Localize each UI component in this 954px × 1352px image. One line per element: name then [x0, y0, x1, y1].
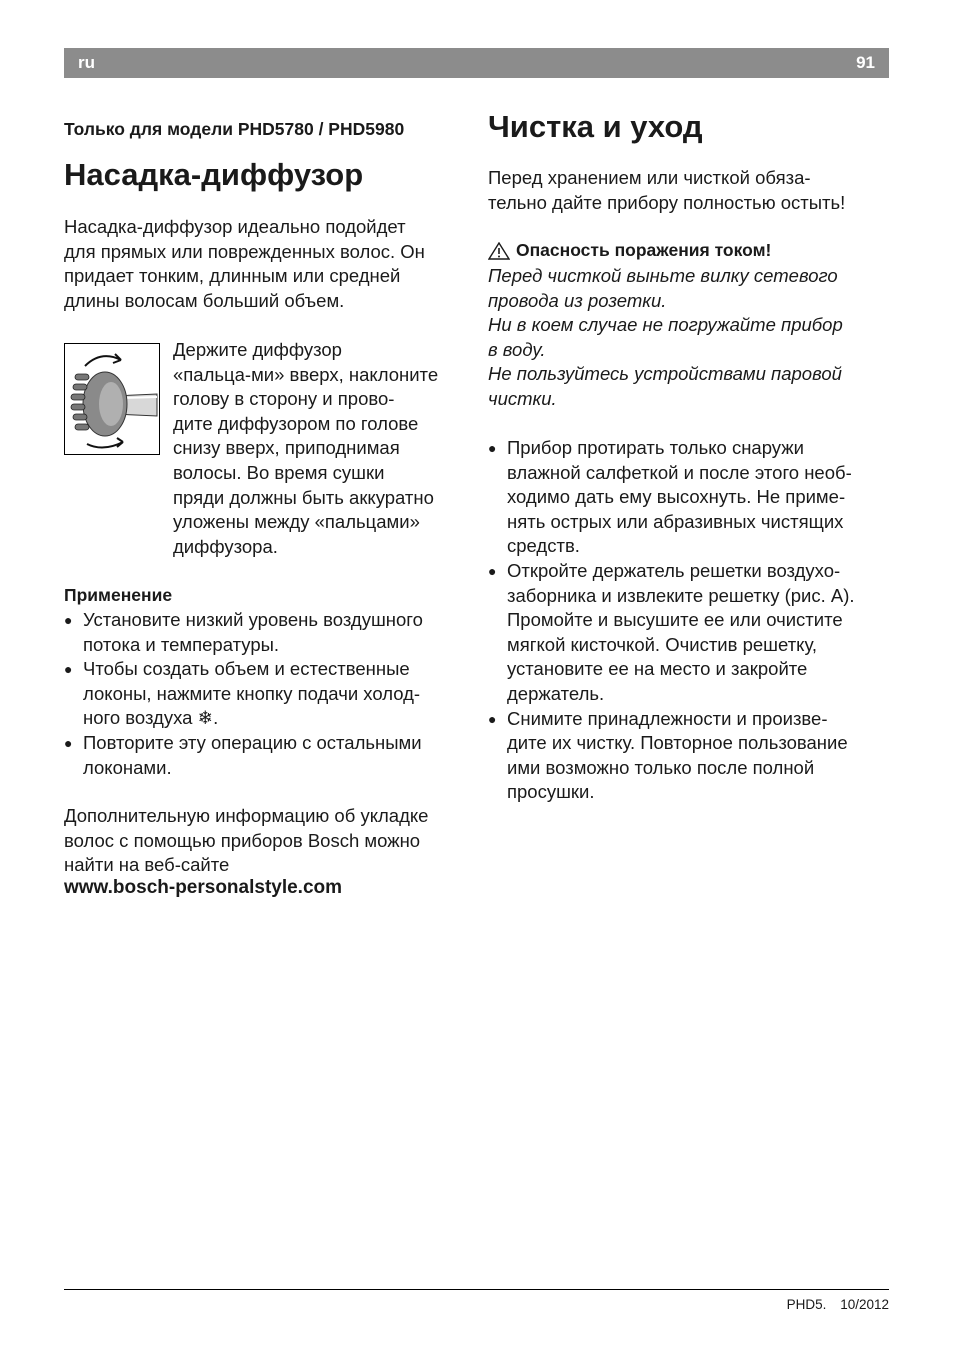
text-line: Перед чисткой выньте вилку сетевого: [488, 265, 838, 286]
model-note: Только для модели PHD5780 / PHD5980: [64, 119, 405, 139]
page-number: 91: [856, 53, 875, 72]
text-line: Ни в коем случае не погружайте прибор: [488, 314, 843, 336]
warning-triangle-icon: [488, 242, 510, 260]
text-line: Перед хранением или чисткой обяза-: [488, 167, 811, 188]
list-item: [488, 436, 893, 559]
text-line: ходимо дать ему высохнуть. Не приме-: [507, 486, 846, 508]
text-line: для прямых или поврежденных волос. Он: [64, 240, 425, 262]
text-line: Промойте и высушите ее или очистите: [507, 609, 843, 631]
more-info: [64, 804, 464, 878]
text-line: найти на веб-сайте: [64, 854, 230, 876]
text-line: волос с помощью приборов Bosch можно: [64, 829, 421, 851]
text-line: Прибор протирать только снаружи: [507, 437, 804, 458]
list-item: [64, 731, 464, 780]
text-line: придает тонким, длинным или средней: [64, 265, 401, 287]
text-line: Не пользуйтесь устройствами паровой: [488, 363, 842, 385]
text-line: средств.: [507, 535, 580, 557]
language-code: ru: [78, 53, 95, 72]
website-link[interactable]: www.bosch-personalstyle.com: [64, 877, 343, 898]
text-line: волосы. Во время сушки: [173, 461, 385, 483]
text-line: снизу вверх, приподнимая: [173, 437, 400, 459]
warning-text: [488, 264, 893, 412]
diffuser-illustration: [64, 343, 160, 455]
text-line: потока и температуры.: [83, 633, 280, 655]
section-title-cleaning: Чистка и уход: [488, 109, 703, 144]
text-line: пряди должны быть аккуратно: [173, 486, 434, 508]
list-item: [64, 657, 464, 731]
text-line: в воду.: [488, 338, 546, 360]
usage-list: [64, 608, 464, 780]
warning-heading-text: Опасность поражения током!: [516, 240, 772, 260]
text-line: заборника и извлеките решетку (рис. A).: [507, 584, 855, 606]
usage-heading: Применение: [64, 585, 173, 605]
diffuser-intro: [64, 215, 464, 313]
text-line: «пальца-ми» вверх, наклоните: [173, 363, 439, 385]
text-line: просушки.: [507, 781, 595, 803]
text-line: Дополнительную информацию об укладке: [64, 805, 429, 826]
text-line: длины волосам больший объем.: [64, 289, 345, 311]
list-item: [488, 559, 893, 707]
footer-divider: [64, 1289, 889, 1290]
section-title-diffuser: Насадка-диффузор: [64, 157, 364, 192]
bullet: ●: [488, 710, 497, 727]
warning-heading: [488, 240, 771, 261]
bullet: ●: [64, 661, 73, 678]
text-line: провода из розетки.: [488, 289, 667, 311]
text-line: ими возможно только после полной: [507, 756, 815, 778]
list-item: [64, 608, 464, 657]
text-line: Повторите эту операцию с остальными: [83, 731, 422, 753]
diffuser-instructions: [173, 338, 468, 559]
text-line: локоны, нажмите кнопку подачи холод-: [83, 682, 421, 704]
cleaning-intro: [488, 166, 893, 215]
text-line: Откройте держатель решетки воздухо-: [507, 559, 841, 581]
bullet: ●: [64, 612, 73, 628]
text-line: Держите диффузор: [173, 339, 342, 360]
bullet: ●: [64, 734, 73, 751]
cleaning-list: [488, 436, 893, 805]
page-header: [64, 48, 889, 78]
footer-date: 10/2012: [840, 1297, 889, 1312]
text-line: мягкой кисточкой. Очистив решетку,: [507, 633, 818, 655]
footer-model: PHD5.: [786, 1297, 827, 1312]
bullet: ●: [488, 562, 497, 579]
text-line: ного воздуха ❄.: [83, 707, 219, 729]
text-line: локонами.: [83, 756, 172, 778]
text-line: нять острых или абразивных чистящих: [507, 510, 844, 532]
text-line: держатель.: [507, 682, 605, 704]
text-line: дите диффузором по голове: [173, 412, 419, 434]
list-item: [488, 707, 893, 805]
text-line: диффузора.: [173, 535, 278, 557]
page-footer: [787, 1297, 889, 1312]
text-line: Чтобы создать объем и естественные: [83, 658, 410, 680]
text-line: влажной салфеткой и после этого необ-: [507, 461, 852, 483]
text-line: дите их чистку. Повторное пользование: [507, 732, 848, 754]
text-line: чистки.: [488, 387, 557, 409]
text-line: Снимите принадлежности и произве-: [507, 707, 828, 729]
text-line: Установите низкий уровень воздушного: [83, 609, 423, 630]
bullet: ●: [488, 440, 497, 456]
text-line: уложены между «пальцами»: [173, 511, 420, 533]
text-line: Насадка-диффузор идеально подойдет: [64, 216, 406, 237]
text-line: установите ее на место и закройте: [507, 658, 808, 680]
text-line: тельно дайте прибору полностью остыть!: [488, 191, 846, 213]
text-line: голову в сторону и прово-: [173, 388, 395, 410]
